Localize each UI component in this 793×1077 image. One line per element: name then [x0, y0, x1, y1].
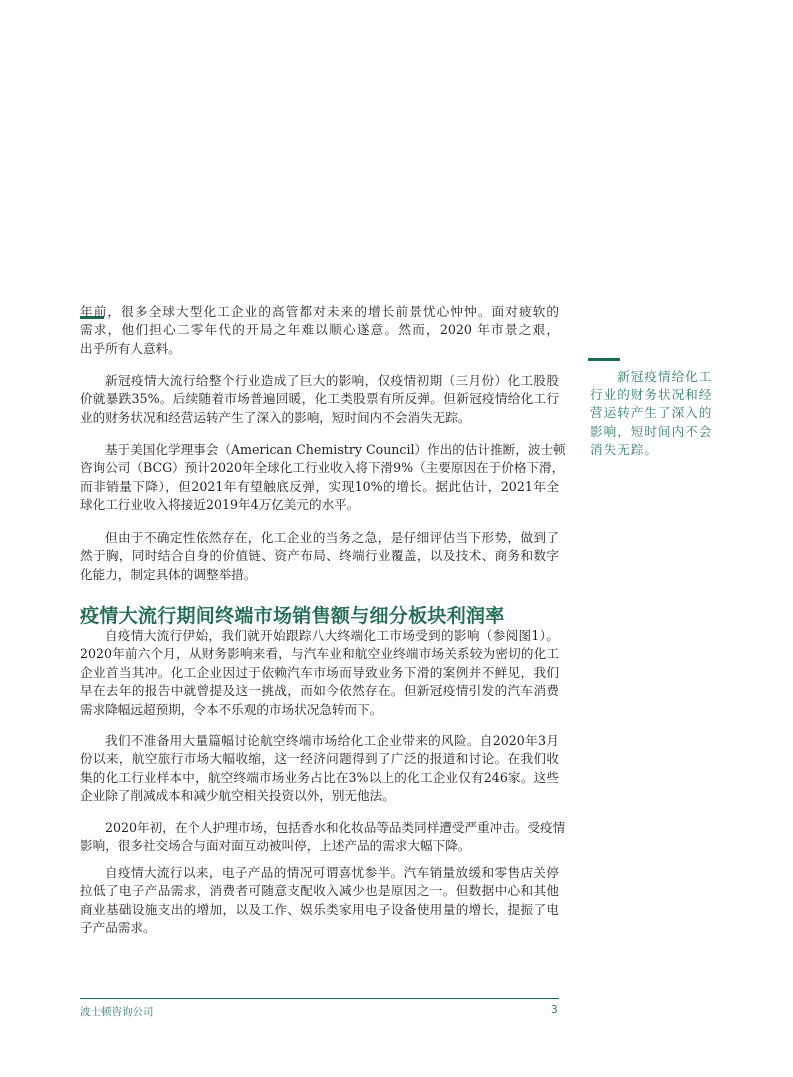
text-line: 自疫情大流行以来，电子产品的情况可谓喜忧参半。汽车销量放缓和零售店关停	[105, 865, 559, 880]
page-number: 3	[551, 1004, 558, 1016]
text-line: 咨询公司（BCG）预计2020年全球化工行业收入将下滑9%（主要原因在于价格下滑，	[80, 460, 565, 476]
forecast-paragraph	[80, 441, 566, 515]
text-line: 营运转产生了深入的	[590, 405, 713, 421]
text-line: 基于美国化学理事会（American Chemistry Council）作出的估计推断，波士顿	[105, 442, 566, 457]
intro-paragraph	[80, 303, 559, 358]
text-line: 行业的财务状况和经	[590, 387, 713, 403]
text-line: 而非销量下降），但2021年有望触底反弹，实现10%的增长。据此估计，2021年全	[80, 478, 559, 494]
aviation-paragraph	[80, 732, 559, 806]
text-line: 价就暴跌35%。后续随着市场普遍回暖，化工类股票有所反弹。但新冠疫情给化工行	[80, 391, 559, 407]
text-line: 我们不准备用大量篇幅讨论航空终端市场给化工企业带来的风险。自2020年3月	[105, 733, 559, 748]
text-line: 影响，很多社交场合与面对面互动被叫停，上述产品的需求大幅下降。	[80, 838, 471, 854]
pull-quote-accent-bar	[588, 358, 620, 361]
text-line: 企业首当其冲。化工企业因过于依赖汽车市场而导致业务下滑的案例并不鲜见，我们	[80, 664, 559, 680]
text-line: 2020年初，在个人护理市场，包括香水和化妆品等品类同样遭受严重冲击。受疫情	[105, 820, 566, 835]
text-line: 自疫情大流行伊始，我们就开始跟踪八大终端化工市场受到的影响（参阅图1）。	[105, 628, 559, 643]
text-line: 需求降幅远超预期，令本不乐观的市场状况急转而下。	[80, 701, 383, 717]
text-line: 业的财务状况和经营运转产生了深入的影响，短时间内不会消失无踪。	[80, 409, 471, 425]
footer-divider	[80, 998, 559, 999]
text-line: 集的化工行业样本中，航空终端市场业务占比在3%以上的化工企业仅有246家。这些	[80, 769, 559, 785]
text-line: 年前，很多全球大型化工企业的高管都对未来的增长前景忧心忡忡。面对疲软的	[80, 304, 559, 319]
text-line: 需求，他们担心二零年代的开局之年难以顺心遂意。然而，2020 年市景之艰，	[80, 322, 559, 338]
text-line: 企业除了削减成本和减少航空相关投资以外，别无他法。	[80, 788, 395, 804]
text-line: 然于胸，同时结合自身的价值链、资产布局、终端行业覆盖，以及技术、商务和数字	[80, 548, 559, 564]
text-line: 份以来，航空旅行市场大幅收缩，这一经济问题得到了广泛的报道和讨论。在我们收	[80, 751, 559, 767]
end-market-paragraph	[80, 627, 559, 719]
text-line: 新冠疫情大流行给整个行业造成了巨大的影响，仅疫情初期（三月份）化工股股	[105, 373, 559, 388]
text-line: 商业基础设施支出的增加，以及工作、娱乐类家用电子设备使用量的增长，提振了电	[80, 901, 559, 917]
text-line: 出乎所有人意料。	[80, 340, 181, 356]
footer-company-name: 波士顿咨询公司	[80, 1006, 154, 1018]
impact-paragraph	[80, 372, 559, 427]
electronics-paragraph	[80, 864, 559, 938]
text-line: 早在去年的报告中就曾提及这一挑战，而如今依然存在。但新冠疫情引发的汽车消费	[80, 683, 559, 699]
text-line: 新冠疫情给化工	[590, 369, 713, 384]
pull-quote	[590, 368, 740, 459]
personal-care-paragraph	[80, 819, 566, 856]
text-line: 化能力，制定具体的调整举措。	[80, 566, 257, 582]
text-line: 影响，短时间内不会	[590, 423, 713, 439]
section-heading: 疫情大流行期间终端市场销售额与细分板块利润率	[80, 605, 505, 627]
text-line: 拉低了电子产品需求，消费者可随意支配收入减少也是原因之一。但数据中心和其他	[80, 883, 559, 899]
text-line: 但由于不确定性依然存在，化工企业的当务之急，是仔细评估当下形势，做到了	[105, 530, 559, 545]
text-line: 子产品需求。	[80, 920, 156, 936]
uncertainty-paragraph	[80, 529, 559, 584]
text-line: 消失无踪。	[590, 441, 658, 457]
text-line: 2020年前六个月，从财务影响来看，与汽车业和航空业终端市场关系较为密切的化工	[80, 646, 559, 662]
text-line: 球化工行业收入将接近2019年4万亿美元的水平。	[80, 497, 360, 513]
